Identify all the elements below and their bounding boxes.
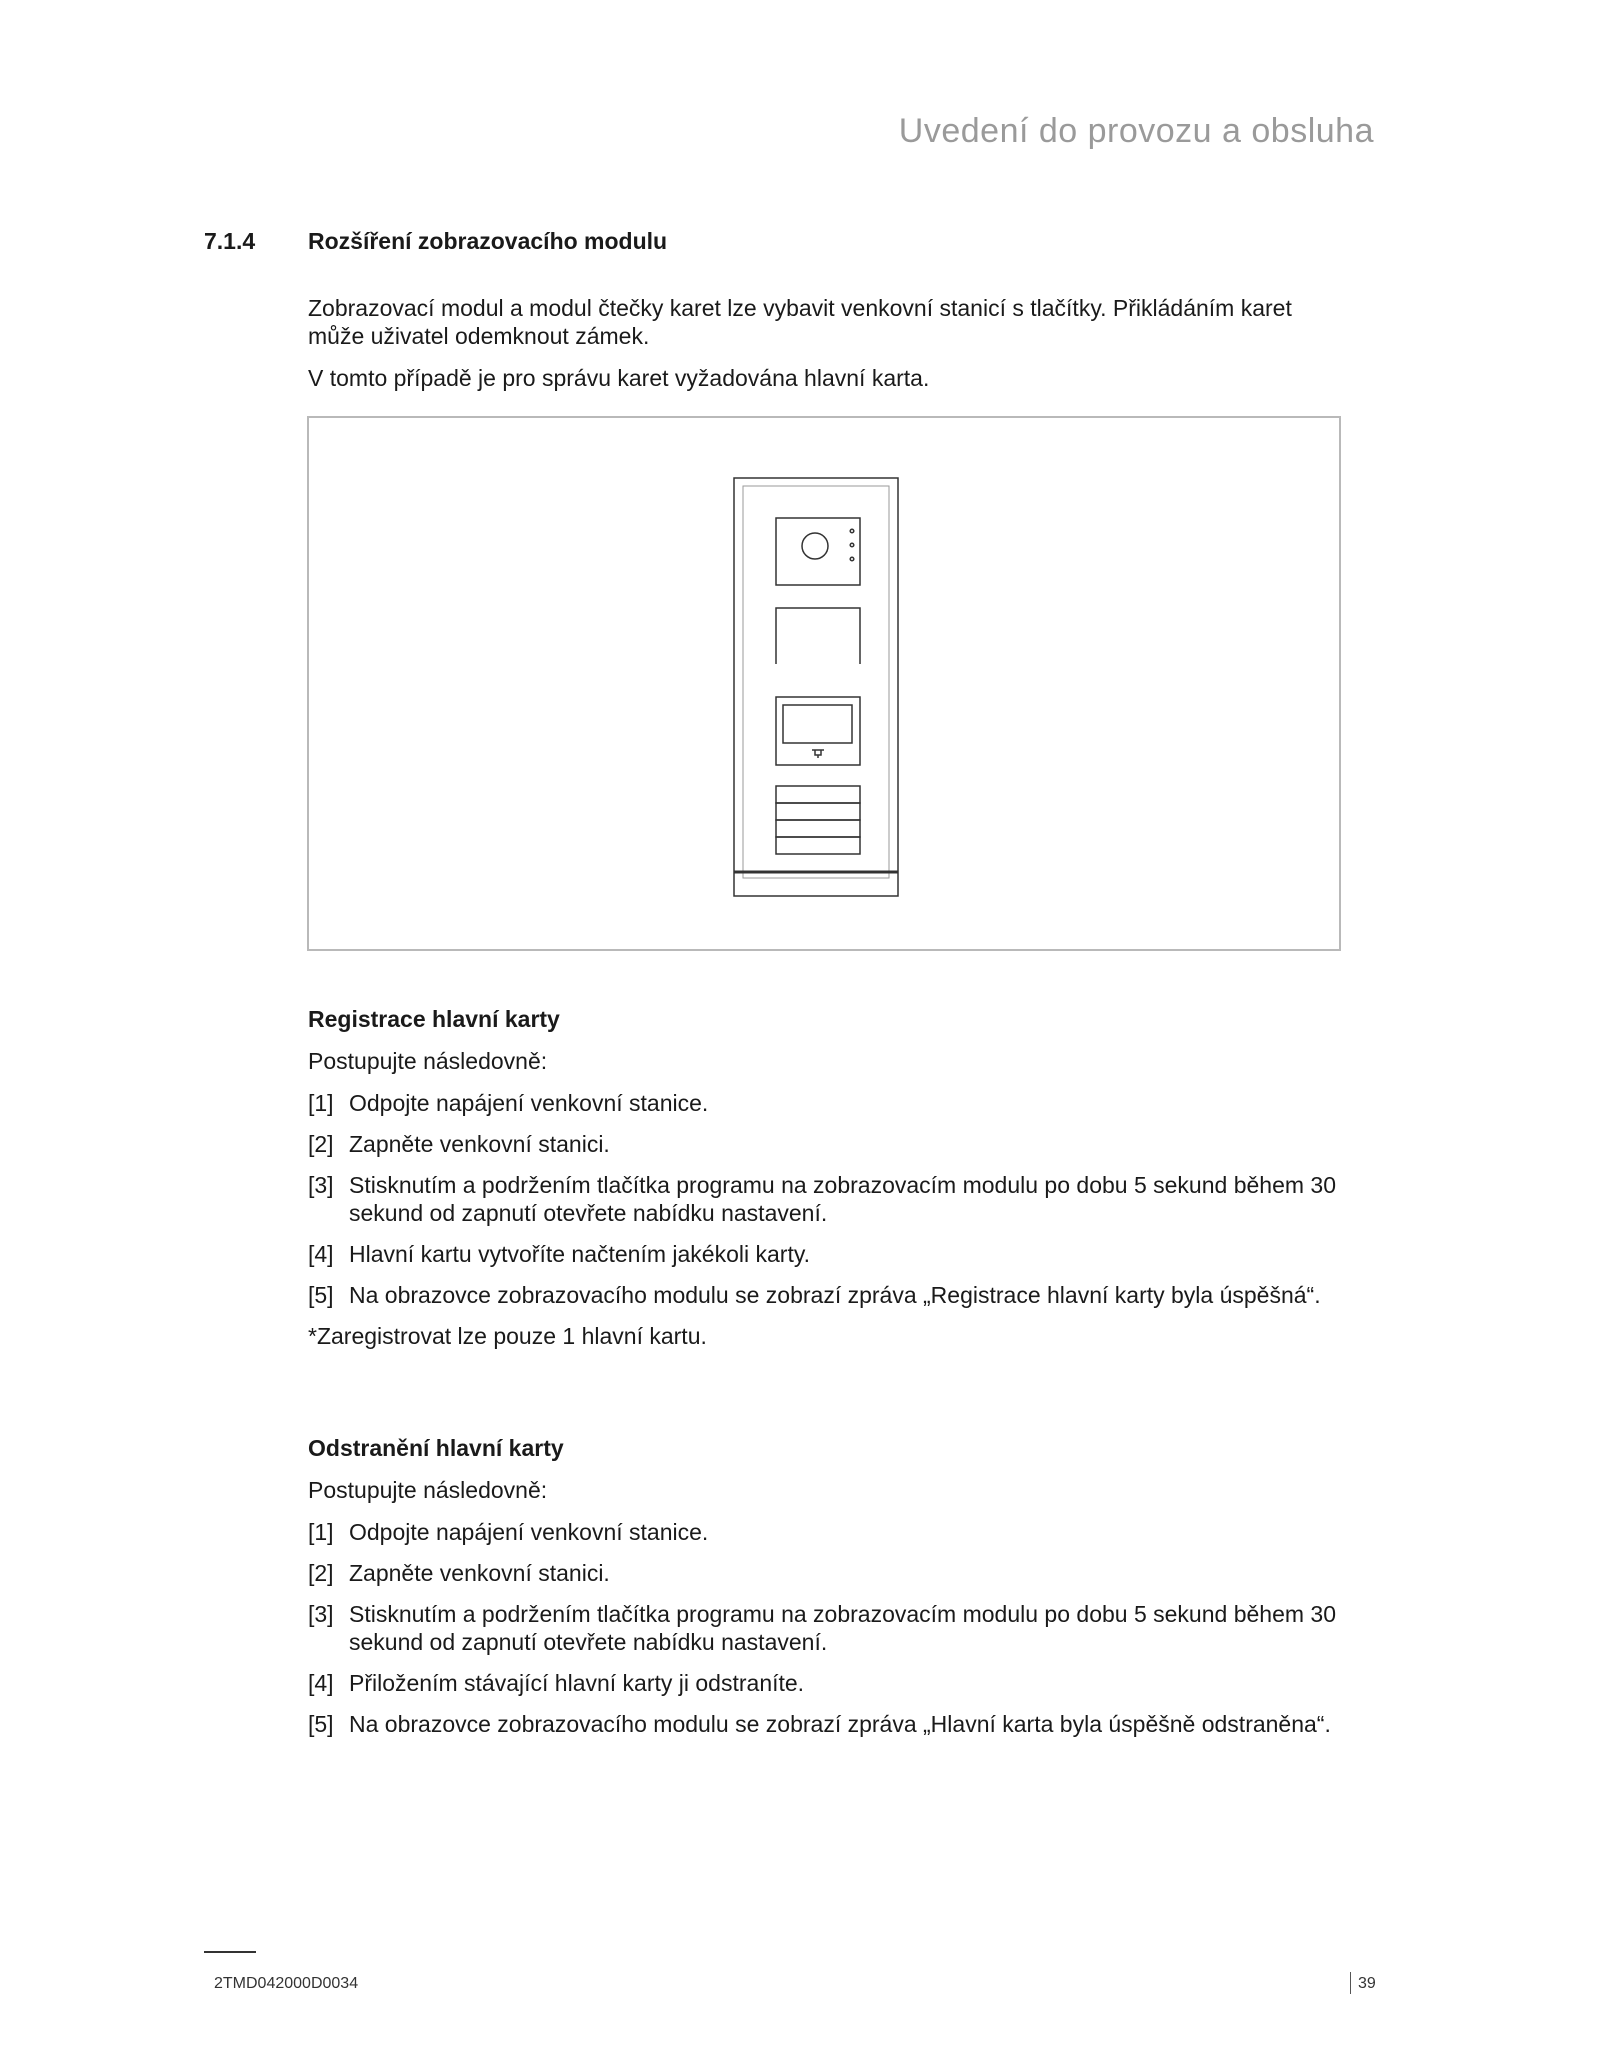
step-text: Odpojte napájení venkovní stanice. — [349, 1519, 709, 1545]
list-item — [308, 1669, 1348, 1697]
step-text: Zapněte venkovní stanici. — [349, 1560, 610, 1586]
step-number: [3] — [308, 1172, 334, 1198]
registration-title: Registrace hlavní karty — [308, 1006, 560, 1032]
step-number: [3] — [308, 1601, 334, 1627]
camera-module — [776, 518, 860, 585]
section-number: 7.1.4 — [204, 228, 256, 254]
push-button — [776, 803, 860, 820]
list-item — [308, 1171, 1348, 1227]
outdoor-station-drawing — [309, 418, 1339, 949]
indicator-dot — [850, 543, 854, 547]
camera-lens — [802, 533, 828, 559]
removal-lead: Postupujte následovně: — [308, 1477, 548, 1503]
step-number: [1] — [308, 1090, 334, 1116]
step-text: Stisknutím a podržením tlačítka programu na zobrazovacím modulu po dobu 5 sekund během 30 sekund od zapnutí otevřete nabídku nastavení. — [349, 1172, 1336, 1226]
step-text: Zapněte venkovní stanici. — [349, 1131, 610, 1157]
indicator-dot — [850, 529, 854, 533]
registration-note: *Zaregistrovat lze pouze 1 hlavní kartu. — [308, 1323, 707, 1349]
list-item — [308, 1559, 1348, 1587]
step-text: Odpojte napájení venkovní stanice. — [349, 1090, 709, 1116]
page-number: 39 — [1358, 1975, 1376, 1992]
step-text: Stisknutím a podržením tlačítka programu na zobrazovacím modulu po dobu 5 sekund během 30 sekund od zapnutí otevřete nabídku nastavení. — [349, 1601, 1336, 1655]
list-item — [308, 1600, 1348, 1656]
intro-text — [308, 294, 1348, 392]
speaker-module — [776, 608, 860, 664]
page-number-divider — [1350, 1972, 1351, 1994]
step-text: Na obrazovce zobrazovacího modulu se zobrazí zpráva „Hlavní karta byla úspěšně odstraněna“. — [349, 1711, 1331, 1737]
station-frame — [734, 478, 898, 896]
list-item — [308, 1518, 1348, 1546]
station-inner-frame — [743, 486, 889, 878]
step-number: [2] — [308, 1131, 334, 1157]
intro-paragraph: V tomto případě je pro správu karet vyžadována hlavní karta. — [308, 365, 930, 391]
outdoor-station-figure — [307, 416, 1341, 951]
step-number: [4] — [308, 1241, 334, 1267]
push-button — [776, 837, 860, 854]
step-number: [5] — [308, 1711, 334, 1737]
list-item — [308, 1089, 1348, 1117]
registration-lead: Postupujte následovně: — [308, 1048, 548, 1074]
card-reader-icon — [812, 750, 824, 758]
list-item — [308, 1281, 1348, 1309]
removal-title: Odstranění hlavní karty — [308, 1435, 564, 1461]
step-text: Hlavní kartu vytvoříte načtením jakékoli karty. — [349, 1241, 811, 1267]
intro-paragraph: Zobrazovací modul a modul čtečky karet lze vybavit venkovní stanicí s tlačítky. Přikládáním karet může uživatel odemknout zámek. — [308, 295, 1292, 349]
section-title: Rozšíření zobrazovacího modulu — [308, 228, 668, 254]
list-item — [308, 1240, 1348, 1268]
step-text: Přiložením stávající hlavní karty ji odstraníte. — [349, 1670, 805, 1696]
removal-section — [308, 1434, 1348, 1751]
list-item — [308, 1130, 1348, 1158]
document-code: 2TMD042000D0034 — [214, 1975, 359, 1992]
running-header: Uvedení do provozu a obsluha — [898, 112, 1374, 150]
indicator-dot — [850, 557, 854, 561]
registration-section — [308, 1005, 1348, 1373]
push-button — [776, 820, 860, 837]
push-button — [776, 786, 860, 803]
step-number: [1] — [308, 1519, 334, 1545]
list-item — [308, 1710, 1348, 1738]
display-screen — [783, 705, 852, 743]
step-number: [5] — [308, 1282, 334, 1308]
step-number: [4] — [308, 1670, 334, 1696]
footer-rule — [204, 1951, 256, 1953]
step-number: [2] — [308, 1560, 334, 1586]
step-text: Na obrazovce zobrazovacího modulu se zobrazí zpráva „Registrace hlavní karty byla úspěšná“. — [349, 1282, 1321, 1308]
